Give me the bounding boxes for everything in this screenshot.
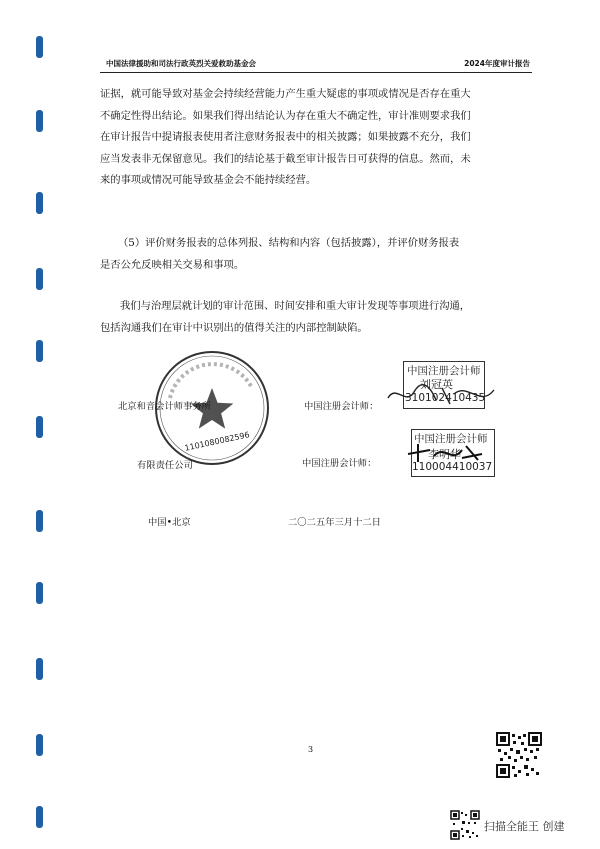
paragraph-presentation: [100, 233, 525, 276]
text-line: 包括沟通我们在审计中识别出的值得关注的内部控制缺陷。: [100, 321, 368, 334]
binding-mark: [36, 734, 43, 756]
text-line: 我们与治理层就计划的审计范围、时间安排和重大审计发现等事项进行沟通，: [120, 300, 471, 312]
handwritten-signature: [404, 440, 484, 466]
text-line: 来的事项或情况可能导致基金会不能持续经营。: [100, 174, 317, 186]
stamp-number: 310102410435: [405, 392, 486, 404]
text-line: 证据，就可能导致对基金会持续经营能力产生重大疑虑的事项或情况是否存在重大: [100, 88, 471, 100]
text-line: 不确定性得出结论。如果我们得出结论认为存在重大不确定性，审计准则要求我们: [100, 109, 471, 122]
page-header: [106, 56, 530, 72]
handwritten-signature: [384, 380, 504, 410]
text-line: 是否公允反映相关交易和事项。: [100, 258, 245, 271]
header-divider: [100, 72, 532, 73]
qr-code-icon: [496, 732, 542, 778]
firm-name-line2: 有限责任公司: [137, 460, 193, 471]
binding-mark: [36, 340, 43, 362]
paragraph-communication: [100, 296, 525, 339]
binding-mark: [36, 806, 43, 828]
report-date: 二〇二五年三月十二日: [288, 517, 381, 528]
text-line: （5）评价财务报表的总体列报、结构和内容（包括披露），并评价财务报表: [118, 237, 460, 249]
binding-mark: [36, 268, 43, 290]
header-organization: 中国法律援助和司法行政英烈关爱救助基金会: [106, 59, 256, 68]
cpa-label-2: 中国注册会计师：: [302, 458, 377, 469]
stamp-name: 李明华: [428, 448, 461, 461]
text-line: 应当发表非无保留意见。我们的结论基于截至审计报告日可获得的信息。然而，未: [100, 152, 471, 165]
binding-mark: [36, 658, 43, 680]
place-of-issue: 中国•北京: [148, 517, 191, 528]
binding-mark: [36, 36, 43, 58]
stamp-number: 110004410037: [412, 461, 493, 473]
firm-name-line1: 北京和音会计师事务所: [118, 401, 211, 412]
binding-mark: [36, 110, 43, 132]
stamp-title: 中国注册会计师: [414, 433, 488, 445]
binding-mark: [36, 582, 43, 604]
binding-mark: [36, 510, 43, 532]
paragraph-going-concern: [100, 84, 525, 192]
binding-mark: [36, 416, 43, 438]
scanner-watermark: 扫描全能王 创建: [484, 820, 565, 833]
header-report-title: 2024年度审计报告: [464, 59, 530, 68]
seal-number: 1101080082596: [183, 430, 251, 453]
cpa-label-1: 中国注册会计师：: [304, 401, 379, 412]
binding-mark: [36, 192, 43, 214]
text-line: 在审计报告中提请报表使用者注意财务报表中的相关披露；如果披露不充分，我们: [100, 131, 471, 143]
qr-code-icon: [450, 810, 480, 840]
page-number: 3: [308, 745, 314, 754]
stamp-name: 刘冠英: [420, 378, 453, 391]
stamp-title: 中国注册会计师: [407, 365, 481, 377]
